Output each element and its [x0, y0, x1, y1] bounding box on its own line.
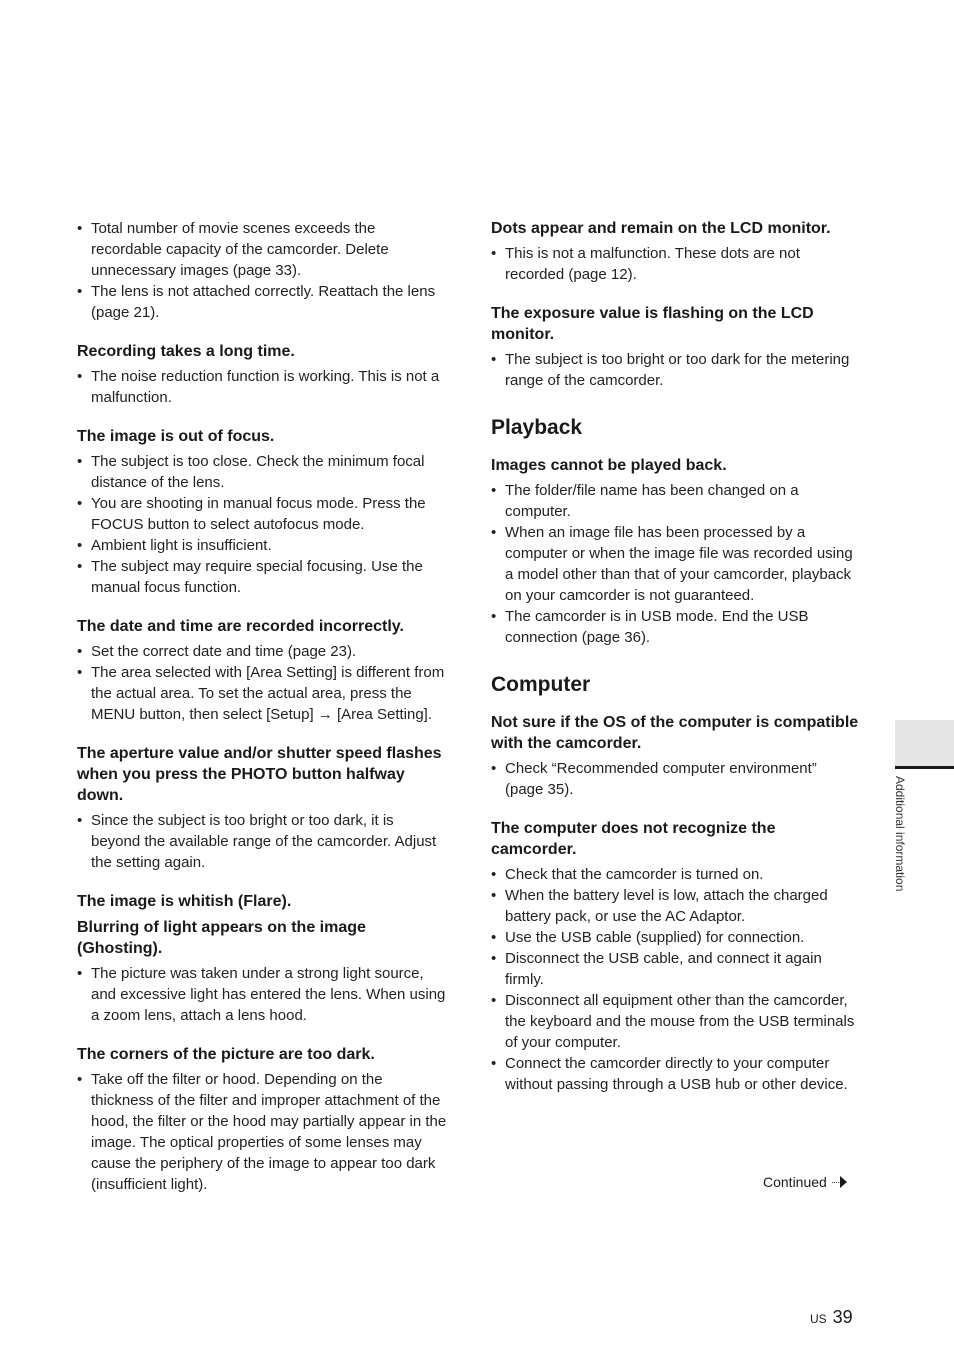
page-number — [810, 1307, 853, 1328]
bullet-item: • The lens is not attached correctly. Reattach the lens (page 21). — [77, 281, 447, 323]
bullet-item: • The noise reduction function is working. This is not a malfunction. — [77, 366, 447, 408]
bullet-list — [77, 641, 447, 725]
bullet-item: • The area selected with [Area Setting] is different from the actual area. To set the actual area, press the MENU button, then select [Setup] → [Area Setting]. — [77, 662, 447, 725]
dots-icon: ···· — [830, 1177, 839, 1187]
issue-title: Images cannot be played back. — [491, 457, 727, 474]
issue-title: The computer does not recognize the camcorder. — [491, 820, 776, 858]
bullet-list — [77, 218, 447, 323]
section-heading-computer: Computer — [491, 673, 591, 696]
continued-indicator — [763, 1173, 847, 1191]
bullet-item: • Total number of movie scenes exceeds the recordable capacity of the camcorder. Delete unnecessary images (page 33). — [77, 218, 447, 281]
bullet-item: • When the battery level is low, attach the charged battery pack, or use the AC Adaptor. — [491, 885, 859, 927]
issue-title: The image is whitish (Flare). — [77, 893, 292, 910]
bullet-list — [491, 480, 859, 648]
issue-title: Blurring of light appears on the image (Ghosting). — [77, 919, 366, 957]
bullet-item: • Check “Recommended computer environment” (page 35). — [491, 758, 859, 800]
bullet-item: • Use the USB cable (supplied) for connection. — [491, 927, 859, 948]
computer-blocks — [491, 712, 859, 1095]
issue-title: The exposure value is flashing on the LCD monitor. — [491, 305, 814, 343]
bullet-list — [77, 451, 447, 598]
issue-block — [77, 743, 447, 873]
right-column — [491, 218, 859, 1113]
bullet-list — [77, 810, 447, 873]
left-column — [77, 218, 447, 1213]
issue-block — [77, 426, 447, 598]
bullet-item: • The picture was taken under a strong light source, and excessive light has entered the lens. When using a zoom lens, attach a lens hood. — [77, 963, 447, 1026]
playback-blocks — [491, 455, 859, 648]
bullet-list — [491, 243, 859, 285]
side-tab-marker — [895, 720, 954, 769]
issue-block — [77, 891, 447, 1026]
issue-block — [491, 303, 859, 391]
issue-block — [491, 818, 859, 1095]
bullet-item: • Disconnect the USB cable, and connect it again firmly. — [491, 948, 859, 990]
arrow-right-icon — [840, 1176, 847, 1188]
bullet-item: • Check that the camcorder is turned on. — [491, 864, 859, 885]
bullet-item: • The folder/file name has been changed on a computer. — [491, 480, 859, 522]
section-heading-playback: Playback — [491, 416, 583, 439]
issue-title: Not sure if the OS of the computer is compatible with the camcorder. — [491, 714, 859, 752]
bullet-item: • Set the correct date and time (page 23). — [77, 641, 447, 662]
page-number-value: 39 — [832, 1307, 853, 1327]
issue-block — [77, 1044, 447, 1195]
issue-block — [77, 616, 447, 725]
page-prefix: US — [810, 1312, 827, 1326]
side-tab-label: Additional information — [893, 776, 907, 892]
right-top-blocks — [491, 218, 859, 391]
bullet-list — [77, 1069, 447, 1195]
issue-title: The aperture value and/or shutter speed flashes when you press the PHOTO button halfway down. — [77, 745, 442, 804]
bullet-item: • Since the subject is too bright or too dark, it is beyond the available range of the camcorder. Adjust the setting again. — [77, 810, 447, 873]
issue-title: Recording takes a long time. — [77, 343, 295, 360]
bullet-item: • You are shooting in manual focus mode. Press the FOCUS button to select autofocus mode. — [77, 493, 447, 535]
issue-block — [491, 218, 859, 285]
issue-block — [491, 712, 859, 800]
bullet-item: • Take off the filter or hood. Depending on the thickness of the filter and improper attachment of the hood, the filter or the hood may partially appear in the image. The optical properties of some lenses may cause the periphery of the image to appear too dark (insufficient light). — [77, 1069, 447, 1195]
bullet-list — [491, 349, 859, 391]
bullet-list — [491, 864, 859, 1095]
issue-block — [77, 218, 447, 323]
bullet-item: • The subject is too close. Check the minimum focal distance of the lens. — [77, 451, 447, 493]
bullet-list — [77, 963, 447, 1026]
issue-block — [77, 341, 447, 408]
issue-title: The image is out of focus. — [77, 428, 275, 445]
issue-title: Dots appear and remain on the LCD monitor. — [491, 220, 831, 237]
issue-title: The corners of the picture are too dark. — [77, 1046, 375, 1063]
bullet-item: • Connect the camcorder directly to your computer without passing through a USB hub or other device. — [491, 1053, 859, 1095]
bullet-list — [77, 366, 447, 408]
issue-block — [491, 455, 859, 648]
bullet-item: • The subject is too bright or too dark for the metering range of the camcorder. — [491, 349, 859, 391]
bullet-item: • When an image file has been processed by a computer or when the image file was recorded using a model other than that of your camcorder, playback on your camcorder is not guaranteed. — [491, 522, 859, 606]
bullet-item: • Disconnect all equipment other than the camcorder, the keyboard and the mouse from the USB terminals of your computer. — [491, 990, 859, 1053]
bullet-item: • Ambient light is insufficient. — [77, 535, 447, 556]
issue-title: The date and time are recorded incorrectly. — [77, 618, 404, 635]
bullet-list — [491, 758, 859, 800]
bullet-item: • This is not a malfunction. These dots are not recorded (page 12). — [491, 243, 859, 285]
bullet-item: • The camcorder is in USB mode. End the USB connection (page 36). — [491, 606, 859, 648]
continued-label: Continued — [763, 1174, 827, 1190]
bullet-item: • The subject may require special focusing. Use the manual focus function. — [77, 556, 447, 598]
